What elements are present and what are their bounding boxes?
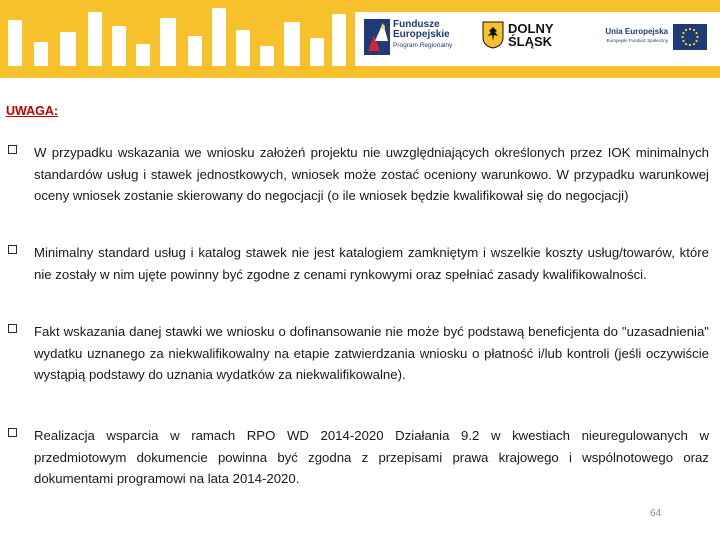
checkbox-bullet-icon — [8, 245, 17, 254]
decorative-block — [112, 26, 126, 66]
decorative-block — [88, 12, 102, 66]
fundusze-line2: Europejskie — [393, 29, 450, 40]
checkbox-bullet-icon — [8, 428, 17, 437]
eu-flag-icon — [673, 24, 707, 50]
decorative-block — [236, 30, 250, 66]
decorative-block — [212, 8, 226, 66]
decorative-block — [260, 46, 274, 66]
fundusze-line1: Fundusze — [393, 19, 440, 30]
unia-europejska-text — [590, 27, 668, 43]
decorative-block — [160, 18, 176, 66]
dolny-slask-line2: ŚLĄSK — [508, 34, 553, 49]
warning-heading: UWAGA: — [6, 104, 59, 118]
fundusze-europejskie-logo-icon — [364, 19, 390, 55]
list-item-text: W przypadku wskazania we wniosku założeń projektu nie uwzględniających określonych przez IOK minimalnych standardów usług i stawek jednostkowych, wniosek może zostać oceniony warunkowo. W przypadku warunkowej oceny wniosek zostanie skierowany do negocjacji (o ile wniosek będzie kwalifikował się do negocjacji) — [34, 145, 709, 203]
dolny-slask-crest-icon — [482, 21, 504, 49]
list-item-text: Minimalny standard usług i katalog stawek nie jest katalogiem zamkniętym i wszelkie koszty usług/towarów, które nie zostały w nim ujęte powinny być zgodne z cenami rynkowymi oraz spełniać zasady kwalifikowalności. — [34, 245, 709, 282]
decorative-block — [34, 42, 48, 66]
decorative-block — [60, 32, 76, 66]
list-item-text: Realizacja wsparcia w ramach RPO WD 2014-2020 Działania 9.2 w kwestiach nieuregulowanych w przedmiotowym dokumencie powinna być zgodna z przepisami prawa krajowego i wspólnotowego oraz dokumentami programowi na lata 2014-2020. — [34, 428, 709, 486]
fundusze-logo-text — [393, 20, 452, 51]
fundusze-line3: Program Regionalny — [393, 42, 453, 49]
decorative-block — [332, 14, 346, 66]
dolny-slask-text — [508, 22, 554, 48]
decorative-block — [136, 44, 150, 66]
list-item-text: Fakt wskazania danej stawki we wniosku o dofinansowanie nie może być podstawą beneficjenta do "uzasadnienia" wydatku uznanego za niekwalifikowalny na etapie zatwierdzania wniosku o płatność i/lub kontroli (jeśli oczywiście wystąpią podstawy do uznania wydatków za niekwalifikowalne). — [34, 324, 709, 382]
checkbox-bullet-icon — [8, 324, 17, 333]
checkbox-bullet-icon — [8, 145, 17, 154]
logo-strip — [355, 12, 720, 66]
dolny-slask-line1: DOLNY — [508, 21, 554, 36]
header-banner — [0, 0, 720, 78]
unia-line1: Unia Europejska — [605, 27, 668, 36]
decorative-block — [188, 36, 202, 66]
unia-line2: Europejski Fundusz Społeczny — [606, 38, 668, 43]
decorative-block — [284, 22, 300, 66]
decorative-block — [310, 38, 324, 66]
decorative-block — [8, 20, 22, 66]
page-number: 64 — [650, 508, 662, 519]
